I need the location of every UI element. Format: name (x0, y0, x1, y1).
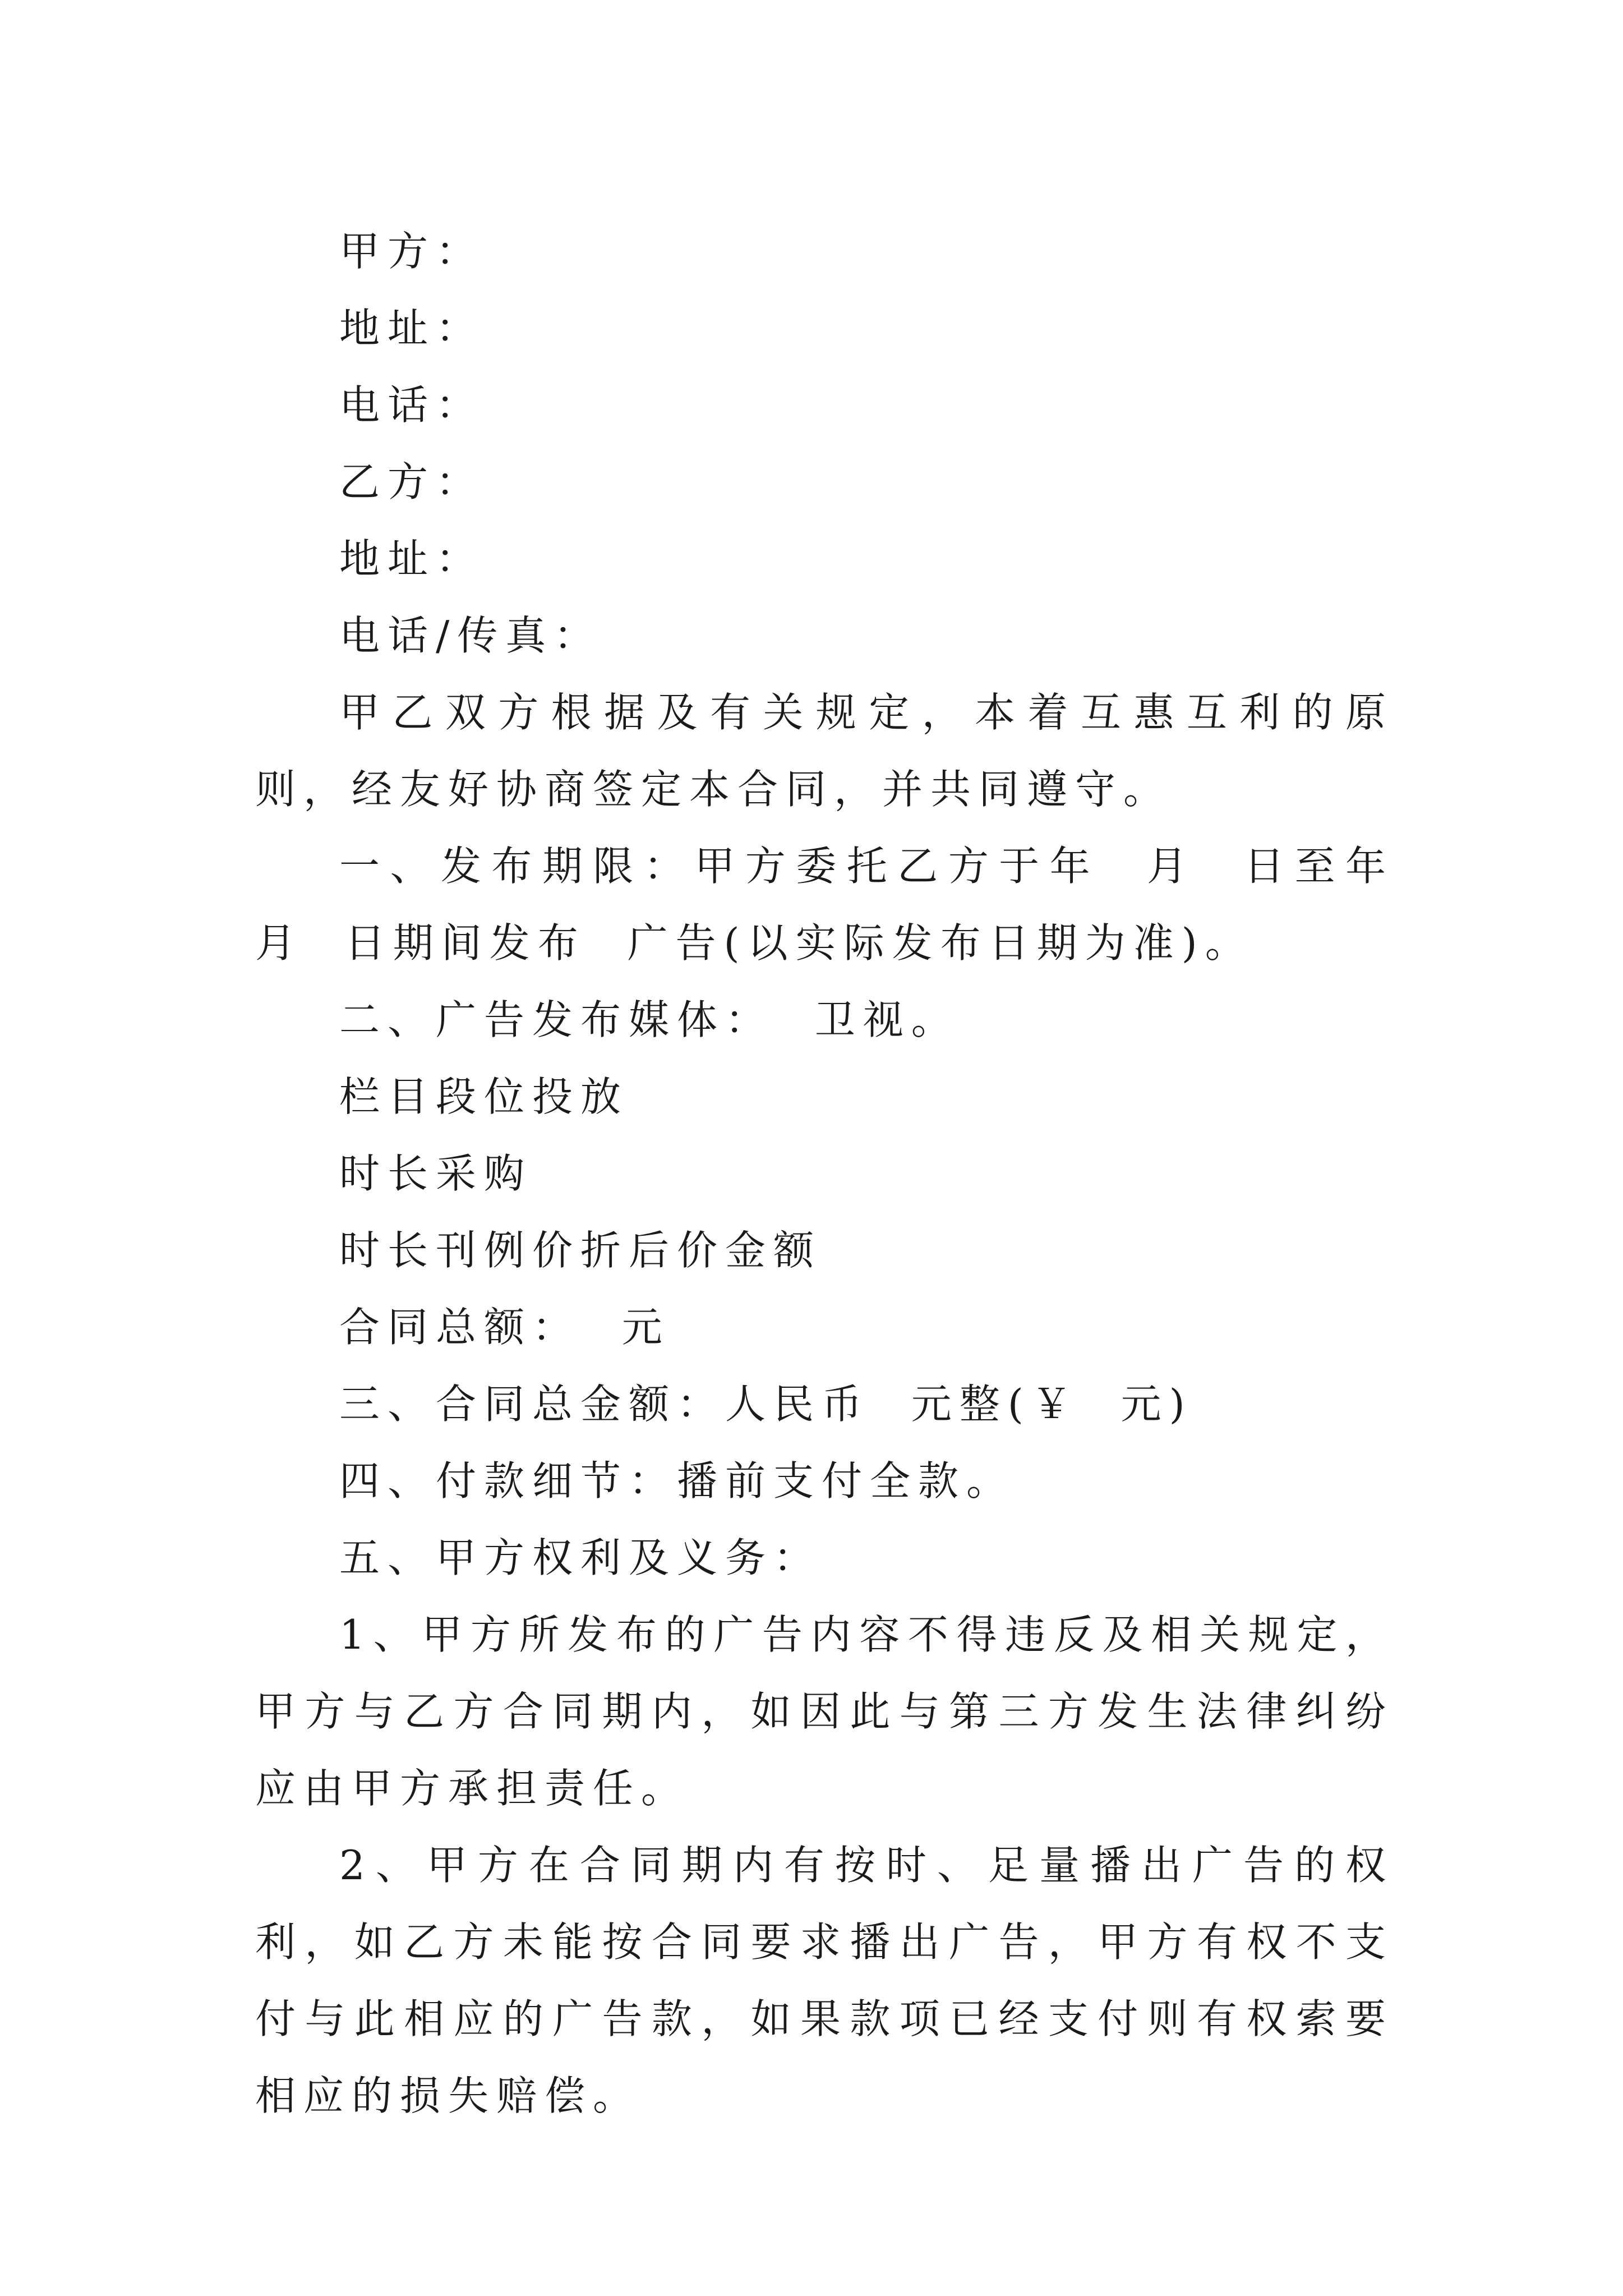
clause-4-payment: 四、付款细节：播前支付全款。 (339, 1457, 1015, 1504)
clause-5-item-2: 2、甲方在合同期内有按时、足量播出广告的权利，如乙方未能按合同要求播出广告，甲方有权不支付与此相应的广告款，如果款项已经支付则有权索要相应的损失赔偿。 (255, 1842, 1394, 2119)
contract-total-line: 合同总额： 元 (339, 1304, 670, 1351)
clause-1-period: 一、发布期限：甲方委托乙方于年 月 日至年 月 日期间发布 广告(以实际发布日期为准)。 (255, 843, 1435, 967)
duration-purchase-line: 时长采购 (339, 1150, 533, 1197)
preamble-paragraph: 甲乙双方根据及有关规定，本着互惠互利的原则，经友好协商签定本合同，并共同遵守。 (255, 689, 1394, 813)
party-a-address-label: 地址： (339, 305, 485, 352)
party-b-address-label: 地址： (339, 535, 485, 582)
clause-3-total-amount: 三、合同总金额：人民币 元整(￥ 元) (339, 1381, 1193, 1428)
clause-5-heading: 五、甲方权利及义务： (339, 1534, 822, 1581)
program-slot-line: 栏目段位投放 (339, 1073, 629, 1120)
party-a-label: 甲方： (339, 228, 485, 275)
clause-5-item-1: 1、甲方所发布的广告内容不得违反及相关规定，甲方与乙方合同期内，如因此与第三方发生法律纠纷应由甲方承担责任。 (255, 1611, 1394, 1812)
clause-2-media: 二、广告发布媒体： 卫视。 (339, 996, 960, 1043)
party-a-phone-label: 电话： (339, 381, 485, 429)
party-b-phone-fax-label: 电话/传真： (339, 612, 602, 659)
pricing-header-line: 时长刊例价折后价金额 (339, 1227, 822, 1274)
document-body (255, 213, 1435, 2134)
party-b-label: 乙方： (339, 458, 485, 505)
